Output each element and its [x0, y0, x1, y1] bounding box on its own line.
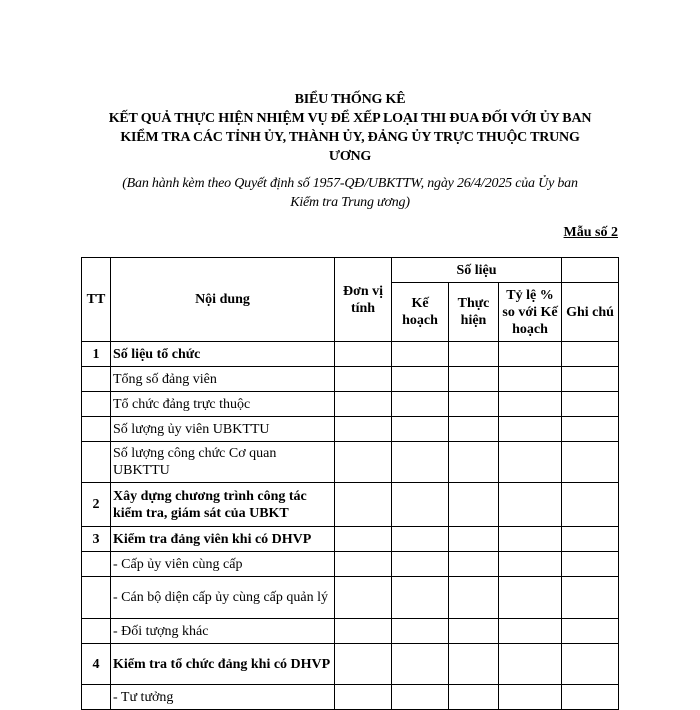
cell-unit — [335, 644, 392, 685]
cell-note — [562, 367, 619, 392]
form-number: Mẫu số 2 — [563, 225, 618, 240]
row-tt — [82, 577, 111, 619]
row-content: Tổ chức đảng trực thuộc — [111, 392, 335, 417]
row-tt — [82, 417, 111, 442]
cell-note — [562, 644, 619, 685]
table-row — [82, 644, 619, 685]
header-actual-line: Thực — [457, 296, 490, 311]
subtitle-line: Kiểm tra Trung ương) — [290, 195, 410, 210]
table-row — [82, 392, 619, 417]
header-ratio-line: hoạch — [512, 321, 548, 337]
cell-ratio — [499, 552, 562, 577]
document-title — [80, 90, 620, 166]
cell-unit — [335, 483, 392, 527]
header-plan-line: Kế — [411, 296, 429, 311]
cell-note — [562, 527, 619, 552]
cell-actual — [449, 644, 499, 685]
cell-note — [562, 552, 619, 577]
cell-unit — [335, 367, 392, 392]
cell-actual — [449, 417, 499, 442]
cell-unit — [335, 342, 392, 367]
row-content: Số lượng ủy viên UBKTTU — [111, 417, 335, 442]
row-tt — [82, 552, 111, 577]
table-row — [82, 342, 619, 367]
table-row — [82, 442, 619, 483]
header-data-group: Số liệu — [392, 258, 562, 283]
cell-plan — [392, 527, 449, 552]
cell-unit — [335, 417, 392, 442]
header-unit — [335, 258, 392, 342]
header-ratio-line: Tỷ lệ % — [506, 287, 554, 303]
cell-ratio — [499, 417, 562, 442]
statistics-table — [81, 257, 619, 710]
header-note-top — [562, 258, 619, 283]
cell-note — [562, 442, 619, 483]
row-content: Số lượng công chức Cơ quan UBKTTU — [111, 442, 335, 483]
row-tt — [82, 367, 111, 392]
row-tt: 2 — [82, 483, 111, 527]
cell-actual — [449, 342, 499, 367]
table-row — [82, 483, 619, 527]
row-content: Kiểm tra tổ chức đảng khi có DHVP — [111, 644, 335, 685]
row-tt — [82, 685, 111, 710]
cell-actual — [449, 619, 499, 644]
header-content: Nội dung — [111, 258, 335, 342]
cell-plan — [392, 577, 449, 619]
cell-plan — [392, 417, 449, 442]
row-tt — [82, 392, 111, 417]
table-row — [82, 552, 619, 577]
row-content: - Tư tưởng — [111, 685, 335, 710]
cell-ratio — [499, 392, 562, 417]
row-content: Tổng số đảng viên — [111, 367, 335, 392]
row-tt — [82, 619, 111, 644]
row-content: - Đối tượng khác — [111, 619, 335, 644]
cell-actual — [449, 685, 499, 710]
header-unit-line: tính — [350, 300, 376, 316]
cell-plan — [392, 392, 449, 417]
cell-actual — [449, 552, 499, 577]
table-row — [82, 577, 619, 619]
cell-unit — [335, 527, 392, 552]
table-row — [82, 685, 619, 710]
document-subtitle — [88, 174, 612, 212]
cell-ratio — [499, 483, 562, 527]
row-tt: 4 — [82, 644, 111, 685]
row-content: Xây dựng chương trình công tác kiểm tra, giám sát của UBKT — [111, 483, 335, 527]
header-ratio — [499, 283, 562, 342]
cell-ratio — [499, 577, 562, 619]
cell-ratio — [499, 367, 562, 392]
cell-plan — [392, 367, 449, 392]
cell-actual — [449, 367, 499, 392]
cell-unit — [335, 577, 392, 619]
header-ratio-line: so với Kế — [502, 304, 558, 320]
cell-unit — [335, 442, 392, 483]
subtitle-line: (Ban hành kèm theo Quyết định số 1957-QĐ/UBKTTW, ngày 26/4/2025 của Ủy ban — [122, 176, 578, 191]
header-actual — [449, 283, 499, 342]
cell-plan — [392, 619, 449, 644]
cell-unit — [335, 685, 392, 710]
cell-actual — [449, 577, 499, 619]
cell-plan — [392, 342, 449, 367]
cell-note — [562, 577, 619, 619]
title-line: KẾT QUẢ THỰC HIỆN NHIỆM VỤ ĐỂ XẾP LOẠI THI ĐUA ĐỐI VỚI ỦY BAN — [108, 111, 592, 126]
table-row — [82, 619, 619, 644]
cell-ratio — [499, 442, 562, 483]
header-plan-line: hoạch — [402, 313, 438, 328]
cell-unit — [335, 552, 392, 577]
table-row — [82, 417, 619, 442]
header-unit-line: Đơn vị — [342, 283, 384, 299]
cell-ratio — [499, 619, 562, 644]
header-note: Ghi chú — [562, 283, 619, 342]
cell-actual — [449, 442, 499, 483]
header-tt: TT — [82, 258, 111, 342]
cell-note — [562, 483, 619, 527]
cell-actual — [449, 392, 499, 417]
cell-ratio — [499, 342, 562, 367]
cell-actual — [449, 483, 499, 527]
cell-note — [562, 685, 619, 710]
cell-actual — [449, 527, 499, 552]
cell-ratio — [499, 527, 562, 552]
cell-note — [562, 417, 619, 442]
header-actual-line: hiện — [460, 313, 487, 328]
cell-note — [562, 392, 619, 417]
row-content: - Cấp ủy viên cùng cấp — [111, 552, 335, 577]
cell-ratio — [499, 644, 562, 685]
title-line: BIỂU THỐNG KÊ — [294, 92, 406, 107]
header-plan — [392, 283, 449, 342]
cell-plan — [392, 552, 449, 577]
title-line: ƯƠNG — [328, 149, 372, 164]
row-tt — [82, 442, 111, 483]
cell-plan — [392, 442, 449, 483]
row-content: Số liệu tổ chức — [111, 342, 335, 367]
cell-plan — [392, 483, 449, 527]
table-row — [82, 367, 619, 392]
row-tt: 1 — [82, 342, 111, 367]
table-row — [82, 527, 619, 552]
row-tt: 3 — [82, 527, 111, 552]
row-content: - Cán bộ diện cấp ủy cùng cấp quản lý — [111, 577, 335, 619]
cell-note — [562, 619, 619, 644]
cell-note — [562, 342, 619, 367]
title-line: KIỂM TRA CÁC TỈNH ỦY, THÀNH ỦY, ĐẢNG ỦY TRỰC THUỘC TRUNG — [120, 130, 580, 145]
cell-plan — [392, 685, 449, 710]
cell-plan — [392, 644, 449, 685]
row-content: Kiểm tra đảng viên khi có DHVP — [111, 527, 335, 552]
cell-unit — [335, 619, 392, 644]
cell-ratio — [499, 685, 562, 710]
cell-unit — [335, 392, 392, 417]
